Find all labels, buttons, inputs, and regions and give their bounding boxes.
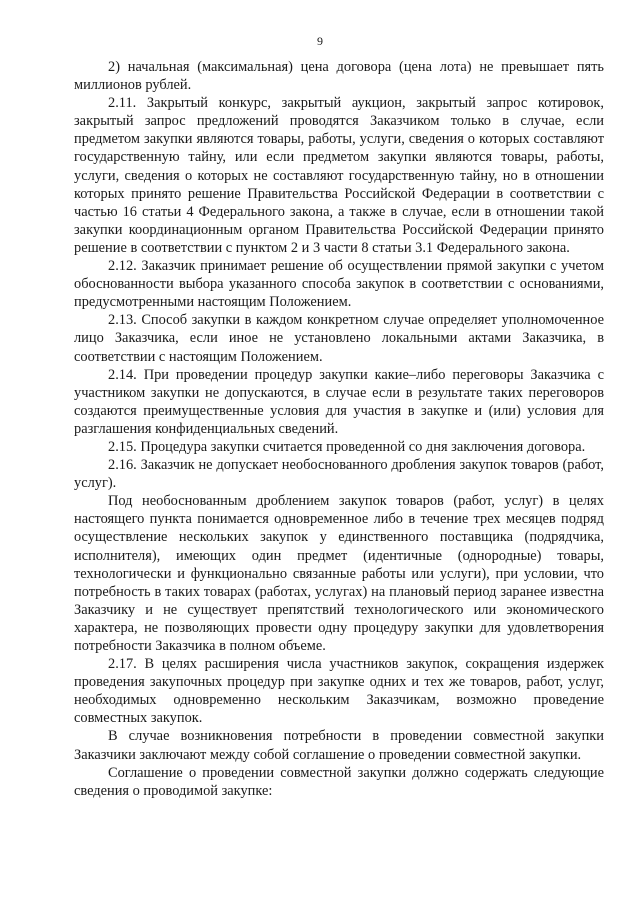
page-number: 9 [317, 34, 323, 48]
paragraph-clause-2-15: 2.15. Процедура закупки считается проведенной со дня заключения договора. [108, 438, 586, 455]
paragraph-fragmentation-definition: Под необоснованным дроблением закупок товаров (работ, услуг) в целях настоящего пункта понимается одновременное либо в течение трех месяцев подряд осуществление нескольких закупок у единственного поставщика (подрядчика, исполнителя), имеющих один предмет (идентичные (однородные) товары, технологически и функционально связанные работы или услуги), при условии, что потребность в таких товарах (работах, услугах) на плановый период заранее известна Заказчику и не существует препятствий технологического или экономического характера, не позволяющих провести одну процедуру закупки для удовлетворения потребности Заказчика в полном объеме. [74, 493, 604, 654]
paragraph-clause-2-17: 2.17. В целях расширения числа участников закупок, сокращения издержек проведения закупочных процедур при закупке одних и тех же товаров, работ, услуг, необходимых одновременно нескольким Заказчикам, возможно проведение совместных закупок. [74, 656, 604, 727]
paragraph-agreement-contents: Соглашение о проведении совместной закупки должно содержать следующие сведения о проводимой закупке: [74, 764, 604, 799]
paragraph-clause-2-11: 2.11. Закрытый конкурс, закрытый аукцион, закрытый запрос котировок, закрытый запрос предложений проводятся Заказчиком только в случае, если предметом закупки являются товары, работы, услуги, сведения о которых составляют государственную тайну, или если предметом закупки являются товары, работы, услуги, сведения о которых не составляют государственную тайну, но в отношении которых принято решение Правительства Российской Федерации в соответствии с частью 16 статьи 4 Федерального закона, а также в случае, если в отношении такой закупки координационным органом Правительства Российской Федерации принято решение в соответствии с пунктом 2 и 3 части 8 статьи 3.1 Федерального закона. [74, 95, 604, 256]
paragraph-clause-2-12: 2.12. Заказчик принимает решение об осуществлении прямой закупки с учетом обоснованности выбора указанного способа закупок в соответствии с основаниями, предусмотренными настоящим Положением. [74, 258, 604, 311]
paragraph-clause-2-item-2: 2) начальная (максимальная) цена договора (цена лота) не превышает пять миллионов рублей. [74, 59, 604, 94]
paragraph-clause-2-14: 2.14. При проведении процедур закупки какие–либо переговоры Заказчика с участником закупки не допускаются, в случае если в результате таких переговоров создаются преимущественные условия для участия в закупке и (или) условия для разглашения конфиденциальных сведений. [74, 366, 604, 437]
paragraph-clause-2-16: 2.16. Заказчик не допускает необоснованного дробления закупок товаров (работ, услуг). [74, 457, 604, 492]
paragraph-joint-procurement-agreement: В случае возникновения потребности в проведении совместной закупки Заказчики заключают между собой соглашение о проведении совместной закупки. [74, 728, 604, 763]
paragraph-clause-2-13: 2.13. Способ закупки в каждом конкретном случае определяет уполномоченное лицо Заказчика, если иное не установлено локальными актами Заказчика, в соответствии с настоящим Положением. [74, 312, 604, 365]
document-body [74, 58, 604, 800]
